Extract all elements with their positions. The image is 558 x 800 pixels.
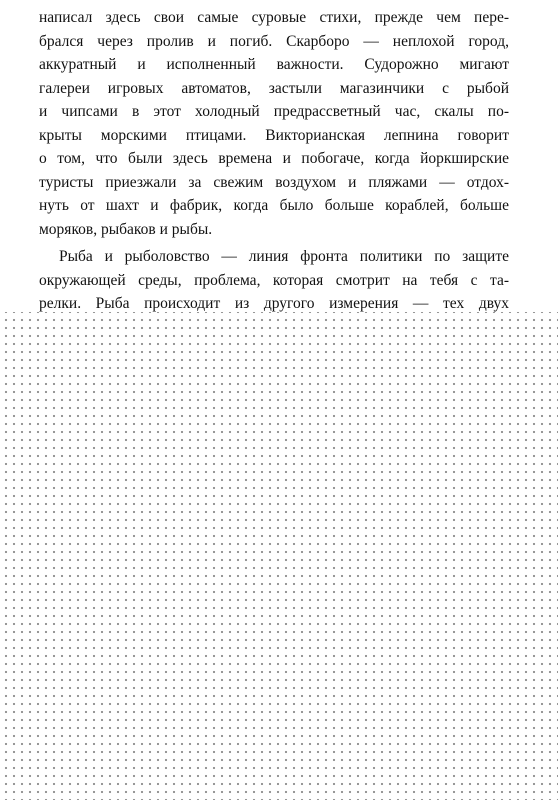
- text-line: моряков, рыбаков и рыбы.: [39, 220, 213, 238]
- text-line: галереи игровых автоматов, застыли магазинчики с рыбой: [39, 79, 509, 97]
- text-line: нуть от шахт и фабрик, когда было больше кораблей, больше: [39, 197, 509, 214]
- text-line: и чипсами в этот холодный предрассветный час, скалы по-: [39, 103, 509, 120]
- text-line: написал здесь свои самые суровые стихи, прежде чем пере-: [39, 9, 509, 26]
- text-line: туристы приезжали за свежим воздухом и пляжами — отдох-: [39, 173, 509, 191]
- text-line: окружающей среды, проблема, которая смотрит на тебя с та-: [39, 271, 509, 289]
- text-line: аккуратный и исполненный важности. Судорожно мигают: [39, 56, 509, 73]
- text-line: Рыба и рыболовство — линия фронта политики по защите: [59, 248, 509, 265]
- book-page-text: [39, 6, 509, 335]
- paragraph-1: [39, 6, 509, 241]
- text-line: крыты морскими птицами. Викторианская лепнина говорит: [39, 126, 509, 144]
- text-line: брался через пролив и погиб. Скарборо — неплохой город,: [39, 32, 509, 50]
- text-line: о том, что были здесь времена и побогаче, когда йоркширские: [39, 150, 509, 167]
- dotted-mask-overlay: [0, 312, 558, 800]
- text-line: релки. Рыба происходит из другого измерения — тех двух: [39, 295, 509, 312]
